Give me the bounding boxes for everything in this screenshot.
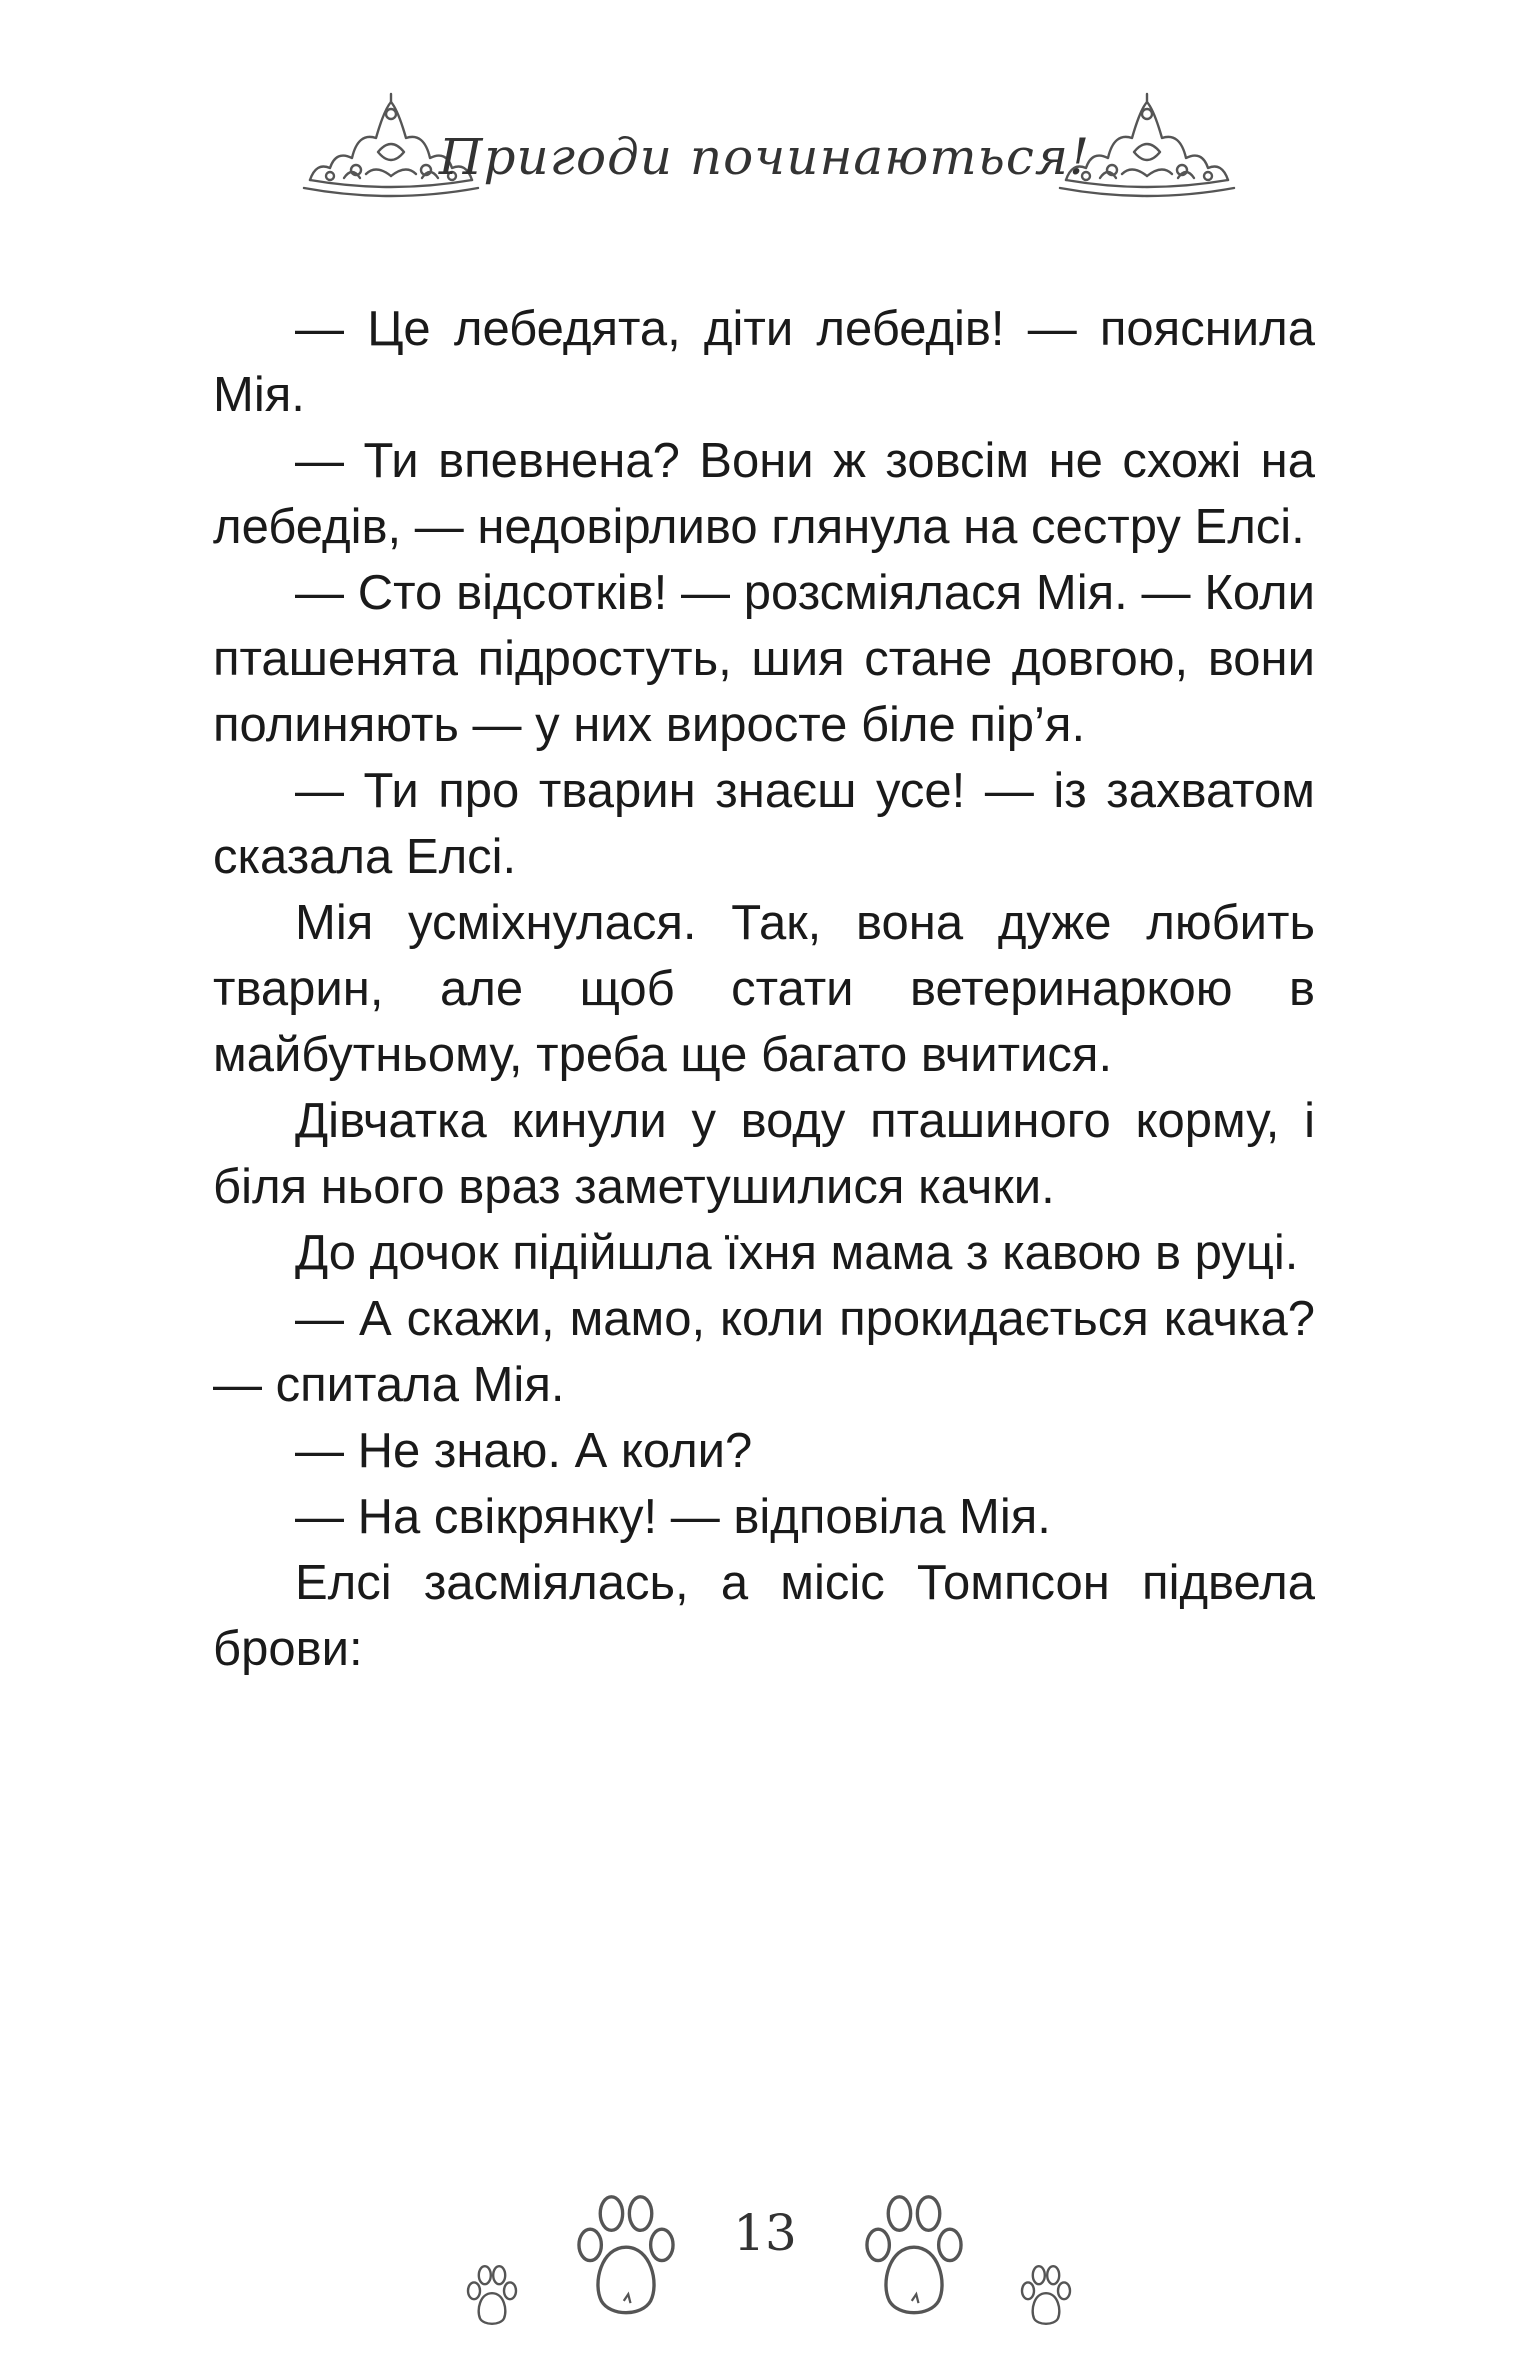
story-text [213, 296, 1315, 1682]
paragraph: — Це лебедята, діти лебедів! — пояснила Мія. [213, 302, 1315, 422]
paw-print-icon [858, 2190, 970, 2320]
tiara-icon [1052, 92, 1242, 202]
paragraph: — Не знаю. А коли? [295, 1424, 753, 1478]
paragraph: Мія усміхнулася. Так, вона дуже любить тварин, але щоб стати ветеринаркою в майбутньому, треба ще багато вчитися. [213, 896, 1315, 1082]
paragraph: Елсі засміялась, а місіс Томпсон підвела брови: [213, 1556, 1315, 1676]
paw-print-icon [570, 2190, 682, 2320]
paw-print-icon [462, 2260, 522, 2330]
paragraph: — Сто відсотків! — розсміялася Мія. — Коли пташенята підростуть, шия стане довгою, вони полиняють — у них виросте біле пір’я. [213, 566, 1315, 752]
page-number: 13 [733, 2204, 797, 2262]
paragraph: Дівчатка кинули у воду пташиного корму, і біля нього враз заметушилися качки. [213, 1094, 1315, 1214]
paragraph: — На свікрянку! — відповіла Мія. [295, 1490, 1051, 1544]
paw-print-icon [1016, 2260, 1076, 2330]
header-title: Пригоди починаються! [438, 128, 1091, 186]
paragraph: — Ти впевнена? Вони ж зовсім не схожі на лебедів, — недовірливо глянула на сестру Елсі. [213, 434, 1315, 554]
paragraph: До дочок підійшла їхня мама з кавою в руці. [295, 1226, 1299, 1280]
running-header [0, 78, 1529, 218]
paragraph: — Ти про тварин знаєш усе! — із захватом сказала Елсі. [213, 764, 1315, 884]
paragraph: — А скажи, мамо, коли прокидається качка? — спитала Мія. [213, 1292, 1315, 1412]
page-footer [0, 2180, 1529, 2340]
